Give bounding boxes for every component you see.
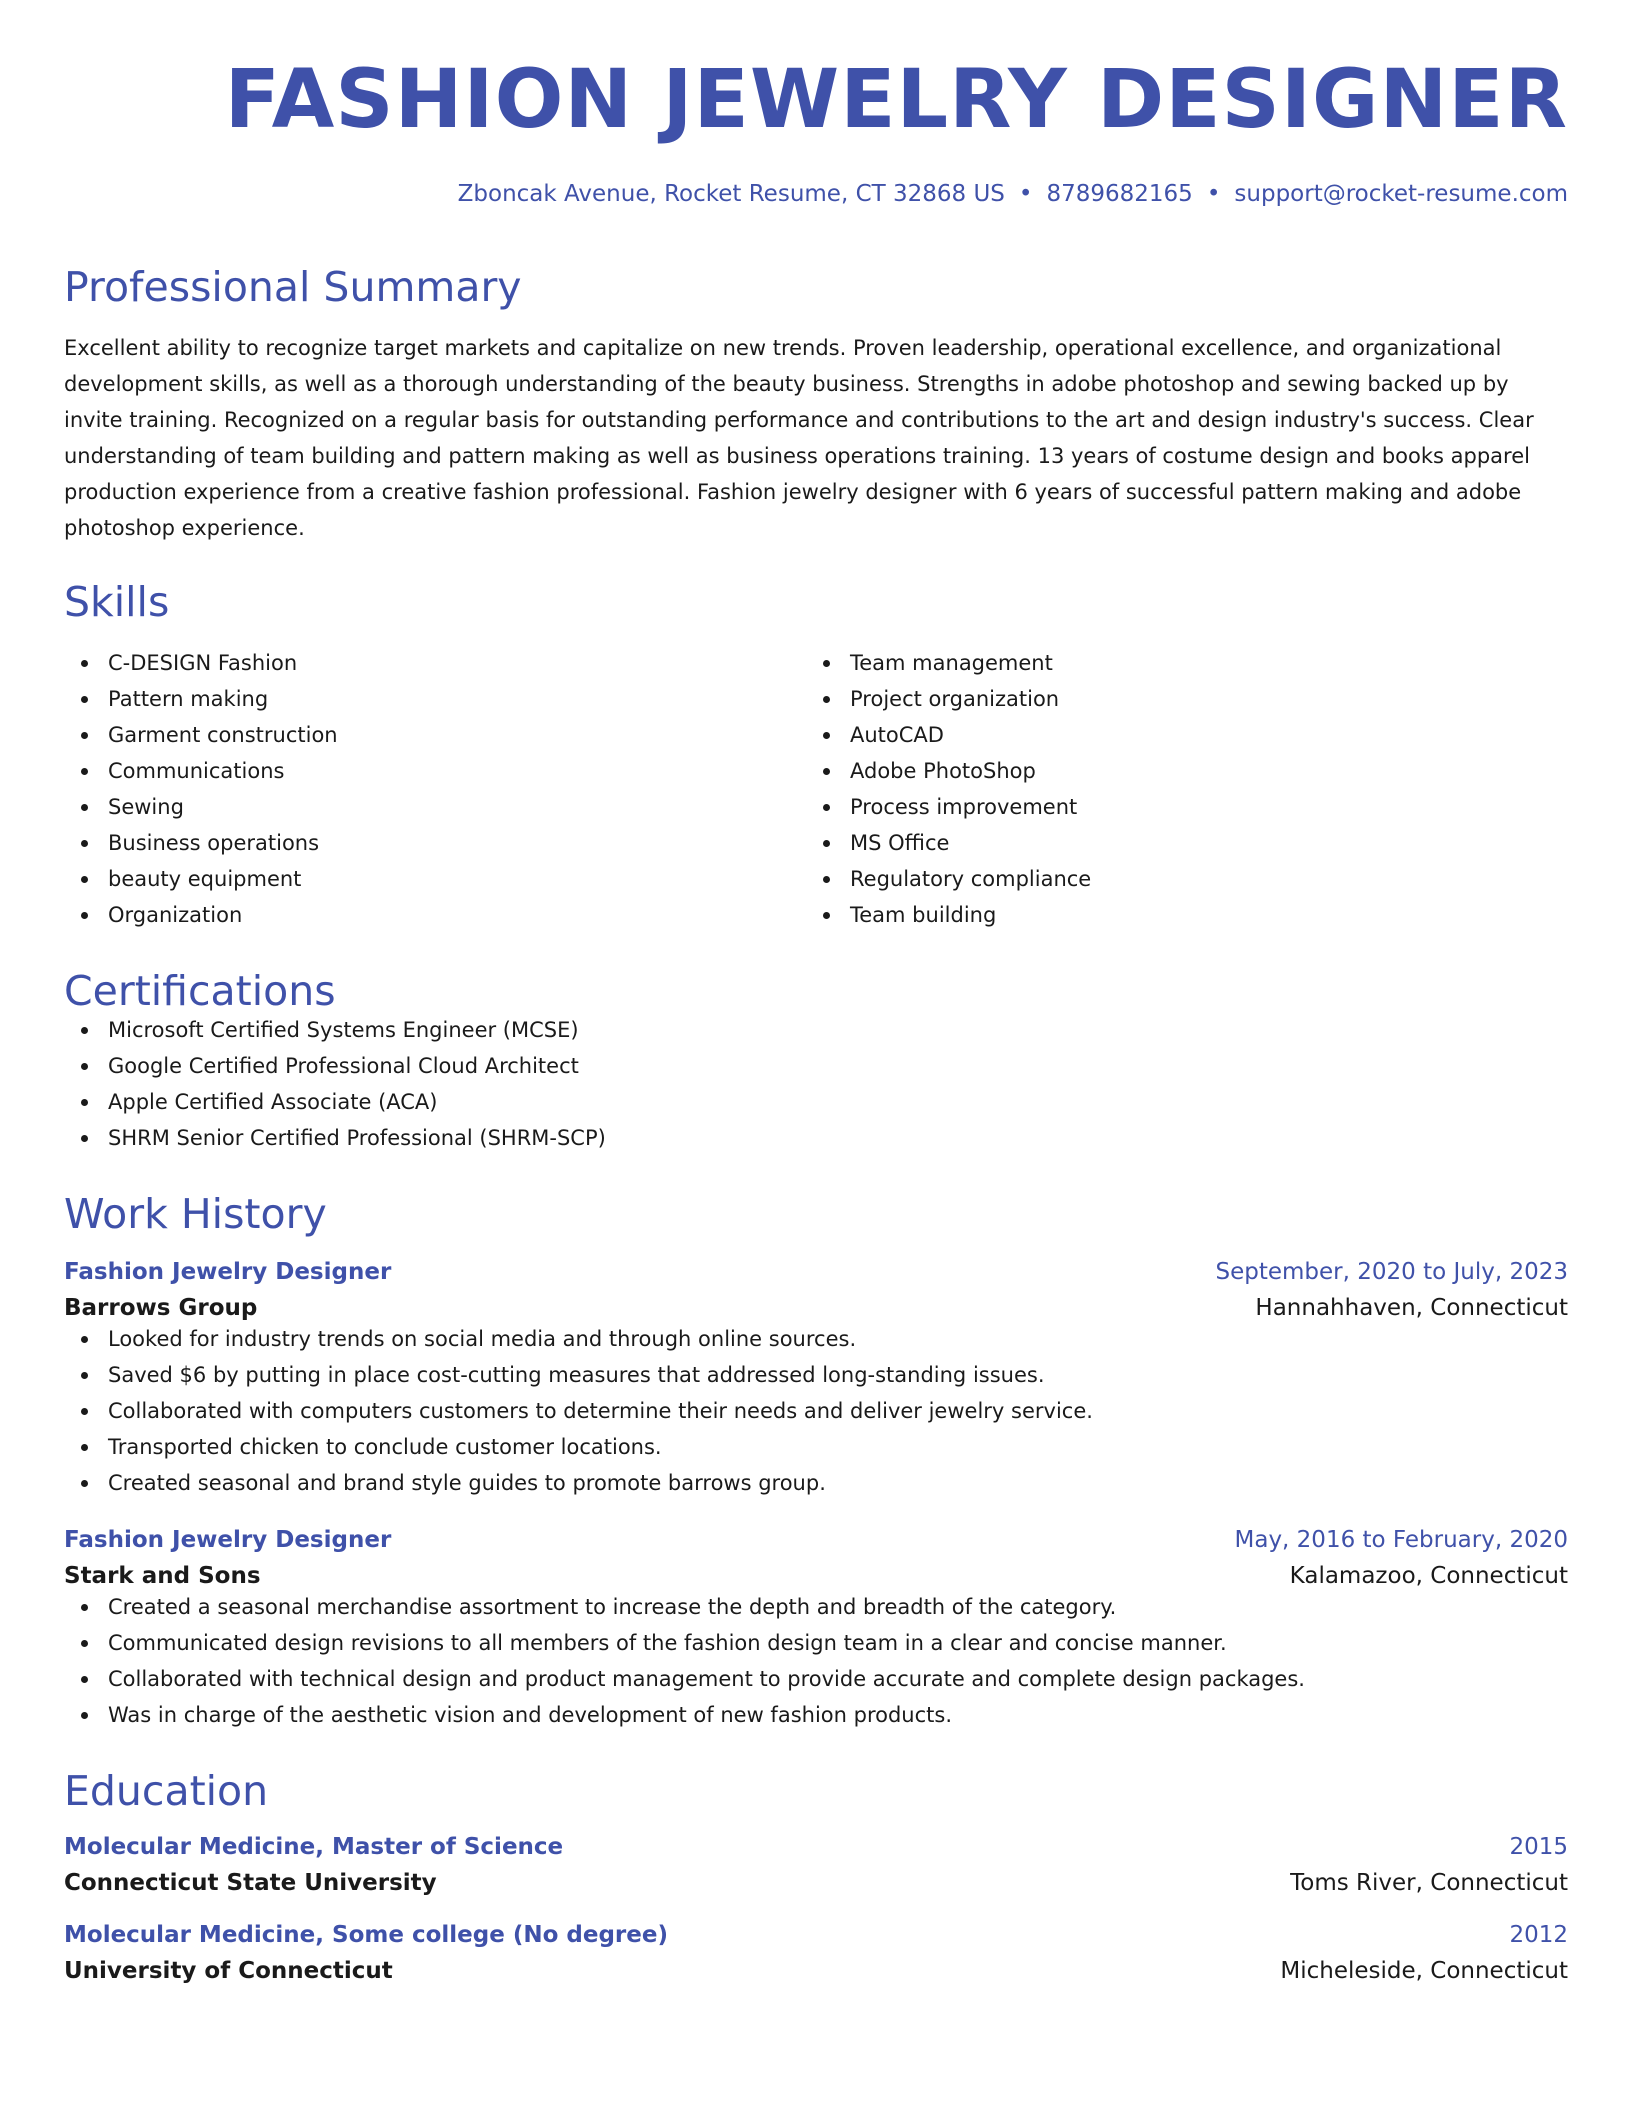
education-year: 2015: [1509, 1834, 1568, 1860]
certification-item: Google Certified Professional Cloud Architect: [64, 1048, 1568, 1084]
education-location: Micheleside, Connecticut: [1280, 1958, 1568, 1984]
certifications-list: [64, 1012, 1568, 1156]
job-header-row: [64, 1259, 1568, 1285]
job-duty: Created seasonal and brand style guides to promote barrows group.: [64, 1465, 1568, 1501]
job-location: Hannahhaven, Connecticut: [1255, 1295, 1568, 1321]
education-school: University of Connecticut: [64, 1958, 393, 1984]
job-duty: Transported chicken to conclude customer locations.: [64, 1429, 1568, 1465]
skill-item: Regulatory compliance: [806, 861, 1548, 897]
education-heading: Education: [64, 1767, 269, 1815]
contact-line: [64, 181, 1568, 211]
certification-item: Microsoft Certified Systems Engineer (MCSE): [64, 1012, 1568, 1048]
education-school-row: [64, 1958, 1568, 1984]
skills-left-list: [64, 645, 806, 933]
summary-paragraph: Excellent ability to recognize target markets and capitalize on new trends. Proven leadership, operational excellence, and organizational development skills, as well as a thorough understanding of the beauty business. Strengths in adobe photoshop and sewing backed up by invite training. Recognized on a regular basis for outstanding performance and contributions to the art and design industry's success. Clear understanding of team building and pattern making as well as business operations training. 13 years of costume design and books apparel production experience from a creative fashion professional. Fashion jewelry designer with 6 years of successful pattern making and adobe photoshop experience.: [64, 336, 1534, 540]
job-dates: May, 2016 to February, 2020: [1234, 1527, 1568, 1553]
skill-item: Pattern making: [64, 681, 806, 717]
skills-heading: Skills: [64, 578, 170, 626]
phone-text: 8789682165: [1046, 181, 1193, 207]
education-header-row: [64, 1922, 1568, 1948]
skill-item: Project organization: [806, 681, 1548, 717]
skill-item: AutoCAD: [806, 717, 1548, 753]
education-degree: Molecular Medicine, Master of Science: [64, 1834, 564, 1860]
skill-item: Garment construction: [64, 717, 806, 753]
education-header-row: [64, 1834, 1568, 1860]
job-company-row: [64, 1563, 1568, 1589]
education-entry: [64, 1922, 1568, 1984]
job-duty: Looked for industry trends on social media and through online sources.: [64, 1321, 1568, 1357]
education-entry: [64, 1834, 1568, 1896]
job-duty: Was in charge of the aesthetic vision and development of new fashion products.: [64, 1697, 1568, 1733]
summary-heading: Professional Summary: [64, 263, 522, 311]
skills-grid: [64, 645, 1568, 933]
education-location: Toms River, Connecticut: [1290, 1870, 1568, 1896]
skill-item: Business operations: [64, 825, 806, 861]
education-degree: Molecular Medicine, Some college (No degree): [64, 1922, 668, 1948]
skill-item: MS Office: [806, 825, 1548, 861]
separator-dot: •: [1206, 181, 1221, 207]
job-role: Fashion Jewelry Designer: [64, 1259, 392, 1285]
job-location: Kalamazoo, Connecticut: [1289, 1563, 1568, 1589]
certification-item: SHRM Senior Certified Professional (SHRM-SCP): [64, 1120, 1568, 1156]
education-school-row: [64, 1870, 1568, 1896]
skill-item: Adobe PhotoShop: [806, 753, 1548, 789]
job-duty: Collaborated with computers customers to determine their needs and deliver jewelry service.: [64, 1393, 1568, 1429]
skill-item: beauty equipment: [64, 861, 806, 897]
job-duty: Created a seasonal merchandise assortment to increase the depth and breadth of the category.: [64, 1589, 1568, 1625]
job-entry: [64, 1259, 1568, 1501]
job-header-row: [64, 1527, 1568, 1553]
education-year: 2012: [1509, 1922, 1568, 1948]
job-duty: Collaborated with technical design and product management to provide accurate and complete design packages.: [64, 1661, 1568, 1697]
job-entry: [64, 1527, 1568, 1733]
job-duties-list: [64, 1589, 1568, 1733]
address-text: Zboncak Avenue, Rocket Resume, CT 32868 US: [457, 181, 1005, 207]
separator-dot: •: [1018, 181, 1033, 207]
job-duties-list: [64, 1321, 1568, 1501]
skill-item: C-DESIGN Fashion: [64, 645, 806, 681]
job-dates: September, 2020 to July, 2023: [1215, 1259, 1568, 1285]
certification-item: Apple Certified Associate (ACA): [64, 1084, 1568, 1120]
certifications-heading: Certifications: [64, 967, 336, 1015]
job-company: Stark and Sons: [64, 1563, 261, 1589]
skills-right-list: [806, 645, 1548, 933]
job-company: Barrows Group: [64, 1295, 258, 1321]
job-duty: Saved $6 by putting in place cost-cutting measures that addressed long-standing issues.: [64, 1357, 1568, 1393]
job-company-row: [64, 1295, 1568, 1321]
education-school: Connecticut State University: [64, 1870, 437, 1896]
job-duty: Communicated design revisions to all members of the fashion design team in a clear and concise manner.: [64, 1625, 1568, 1661]
candidate-title: FASHION JEWELRY DESIGNER: [224, 53, 1568, 147]
work-history-heading: Work History: [64, 1190, 327, 1238]
skill-item: Sewing: [64, 789, 806, 825]
skill-item: Process improvement: [806, 789, 1548, 825]
email-link[interactable]: support@rocket-resume.com: [1234, 181, 1568, 207]
skill-item: Team management: [806, 645, 1548, 681]
skill-item: Team building: [806, 897, 1548, 933]
job-role: Fashion Jewelry Designer: [64, 1527, 392, 1553]
skill-item: Communications: [64, 753, 806, 789]
skill-item: Organization: [64, 897, 806, 933]
